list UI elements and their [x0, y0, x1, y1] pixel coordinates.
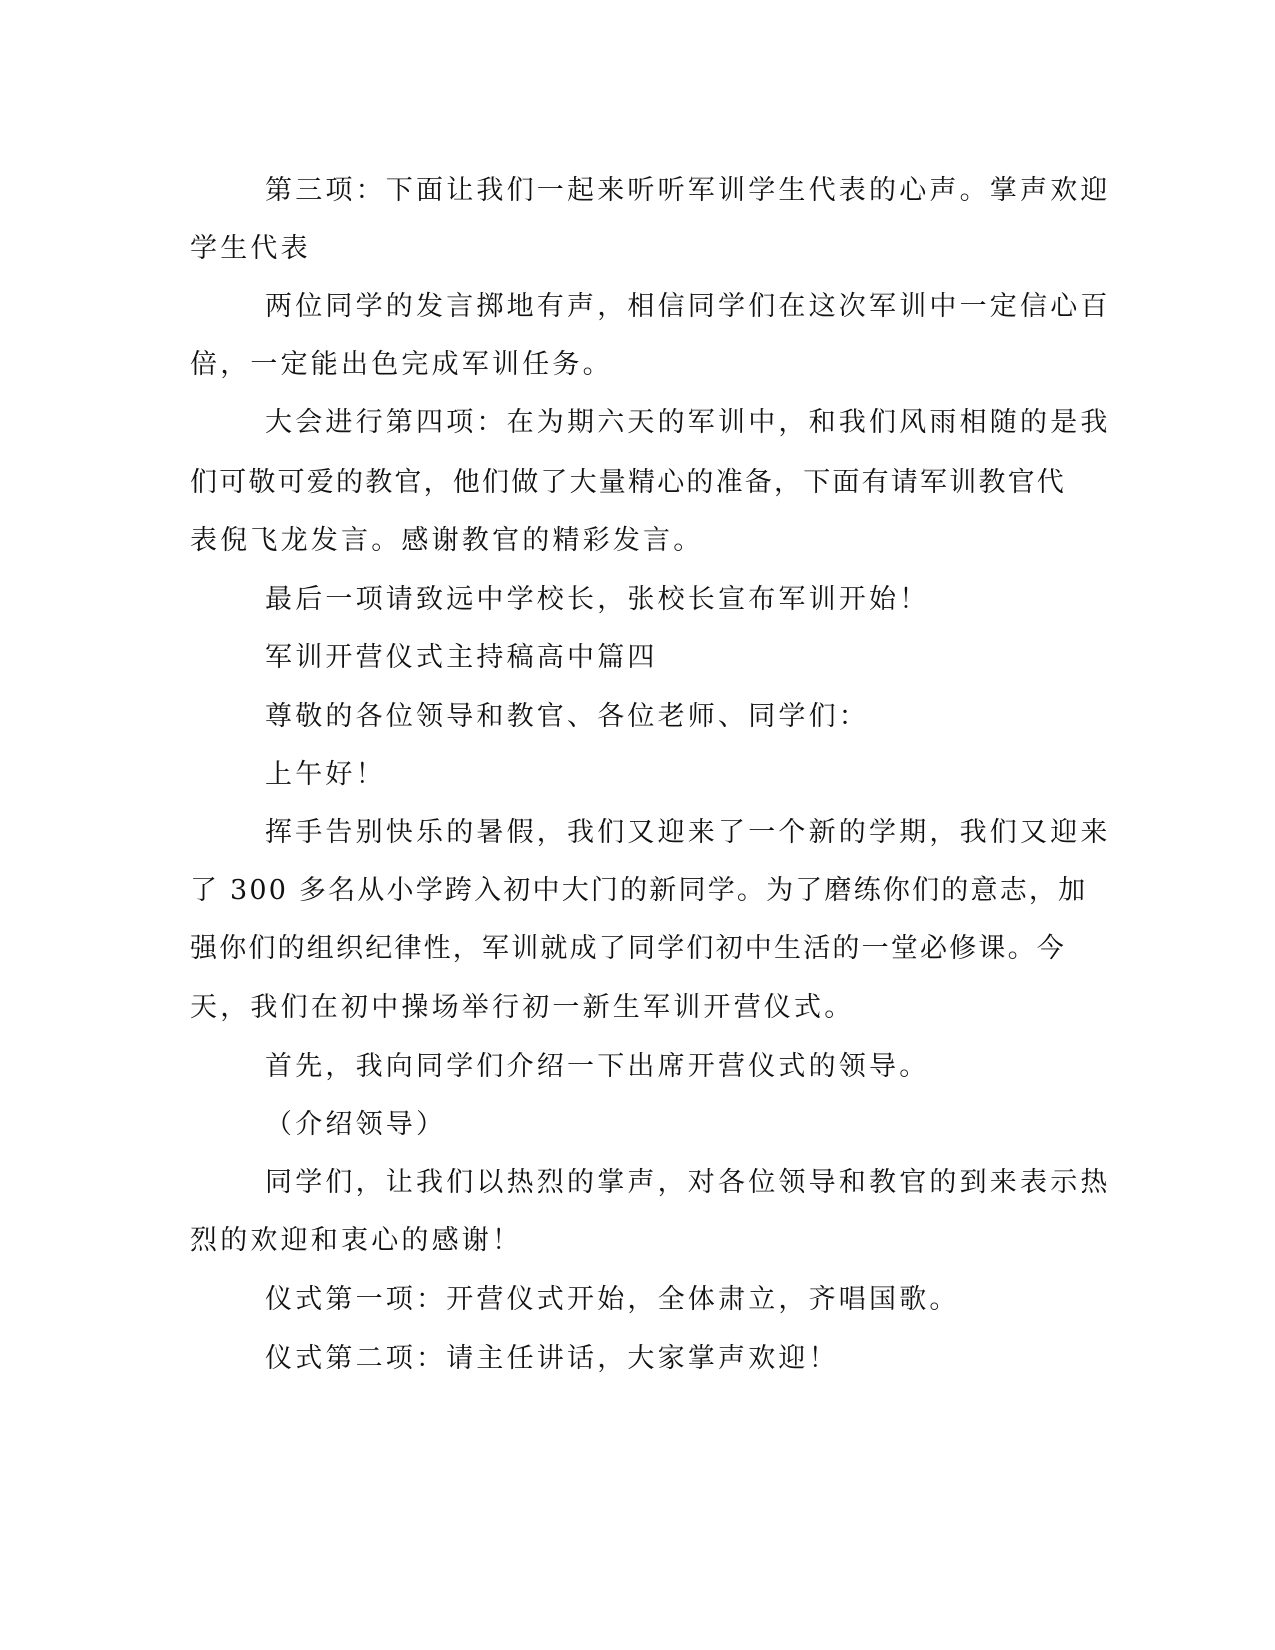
paragraph-line: 挥手告别快乐的暑假，我们又迎来了一个新的学期，我们又迎来 [265, 817, 1111, 848]
paragraph-line: 倍，一定能出色完成军训任务。 [190, 349, 613, 380]
salutation: 尊敬的各位领导和教官、各位老师、同学们： [265, 701, 869, 732]
paragraph-line: 表倪飞龙发言。感谢教官的精彩发言。 [190, 525, 704, 556]
paragraph-line: 仪式第二项：请主任讲话，大家掌声欢迎！ [265, 1343, 839, 1374]
paragraph-line: 强你们的组织纪律性，军训就成了同学们初中生活的一堂必修课。今 [190, 933, 1066, 964]
paragraph-line: 同学们，让我们以热烈的掌声，对各位领导和教官的到来表示热 [265, 1167, 1111, 1198]
paragraph-line: 两位同学的发言掷地有声，相信同学们在这次军训中一定信心百 [265, 291, 1111, 322]
paragraph-line: 天，我们在初中操场举行初一新生军训开营仪式。 [190, 992, 855, 1023]
paragraph-line: 第三项：下面让我们一起来听听军训学生代表的心声。掌声欢迎 [265, 175, 1111, 206]
paragraph-line: 们可敬可爱的教官，他们做了大量精心的准备，下面有请军训教官代 [190, 467, 1066, 498]
paragraph-line: 首先，我向同学们介绍一下出席开营仪式的领导。 [265, 1051, 930, 1082]
paragraph-line: 最后一项请致远中学校长，张校长宣布军训开始！ [265, 584, 930, 615]
paragraph-line: 学生代表 [190, 233, 311, 264]
greeting: 上午好！ [265, 759, 386, 790]
section-heading: 军训开营仪式主持稿高中篇四 [265, 642, 658, 673]
paragraph-line: 仪式第一项：开营仪式开始，全体肃立，齐唱国歌。 [265, 1284, 960, 1315]
paragraph-line: 了 300 多名从小学跨入初中大门的新同学。为了磨练你们的意志，加 [190, 875, 1088, 906]
paragraph-line: 烈的欢迎和衷心的感谢！ [190, 1225, 523, 1256]
paragraph-line: 大会进行第四项：在为期六天的军训中，和我们风雨相随的是我 [265, 407, 1111, 438]
paragraph-line: （介绍领导） [265, 1109, 447, 1140]
